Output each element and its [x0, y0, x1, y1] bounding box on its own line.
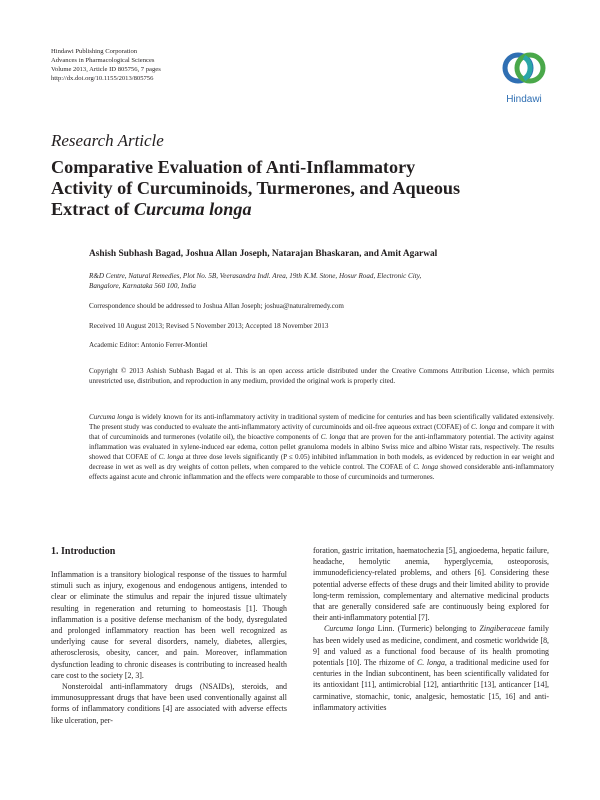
abstract-part-5: showed considerable anti-inflammatory effects against acute and chronic inflammation and the effects were comparable to those of curcuminoids and turmerones. — [89, 463, 555, 481]
intro-paragraph-4 — [313, 623, 549, 713]
hindawi-logo — [496, 44, 552, 106]
article-title — [51, 157, 551, 220]
abstract-species-5: C. longa — [413, 463, 439, 471]
abstract-part-1: is widely known for its anti-inflammatory activity in traditional system of medicine for centuries and has been scientifically validated extensively. The present study was conducted to evaluate the anti-inflammatory activity of curcuminoids and oil-free aqueous extract (COFAE) of — [89, 413, 555, 431]
abstract-species-4: C. longa — [158, 453, 184, 461]
academic-editor: Academic Editor: Antonio Ferrer-Montiel — [89, 341, 208, 349]
correspondence: Correspondence should be addressed to Joshua Allan Joseph; joshua@naturalremedy.com — [89, 302, 344, 310]
affiliation-line-2: Bangalore, Karnataka 560 100, India — [89, 282, 196, 290]
doi-link[interactable]: http://dx.doi.org/10.1155/2013/805756 — [51, 75, 154, 82]
intro-paragraph-2: Nonsteroidal anti-inflammatory drugs (NSAIDs), steroids, and immunosuppressant drugs that have been used conventionally against all forms of inflammatory conditions [4] are associated with adverse effects like ulceration, per- — [51, 682, 287, 725]
logo-text: Hindawi — [506, 94, 542, 105]
journal-name: Advances in Pharmacological Sciences — [51, 57, 155, 64]
affiliation — [89, 271, 549, 291]
volume-info: Volume 2013, Article ID 805756, 7 pages — [51, 66, 161, 73]
title-line-3 — [51, 199, 551, 220]
abstract-species-1: Curcuma longa — [89, 413, 134, 421]
title-line-3-plain: Extract of — [51, 199, 134, 219]
abstract-text — [89, 412, 554, 482]
copyright-license: Copyright © 2013 Ashish Subhash Bagad et al. This is an open access article distributed under the Creative Commons Attribution License, which permits unrestricted use, distribution, and reproduction in any medium, provided the original work is properly cited. — [89, 367, 554, 385]
abstract-part-3: that are proven for the anti-inflammatory potential. The activity against inflammation was evaluated in xylene-induced ear edema, cotton pellet granuloma models in albino Swiss mice and albino Wistar rats, respectively. The results showed that COFAE of — [89, 433, 555, 461]
publisher-name: Hindawi Publishing Corporation — [51, 48, 138, 55]
affiliation-line-1: R&D Centre, Natural Remedies, Plot No. 5B, Veerasandra Indl. Area, 19th K.M. Stone, Hosur Road, Electronic City, — [89, 272, 422, 280]
title-line-2: Activity of Curcuminoids, Turmerones, and Aqueous — [51, 178, 461, 198]
journal-header — [51, 47, 161, 83]
abstract-species-2: C. longa — [471, 423, 496, 431]
abstract-part-2: and compare it with that of curcuminoids and turmerones (volatile oil), the bioactive components of — [89, 423, 555, 441]
abstract-part-4: at three dose levels significantly (P ≤ 0.05) inhibited inflammation in both models, as evidenced by reduction in ear weight and decrease in wet as well as dry weights of cotton pellets, when compared to the vehicle control. The COFAE of — [89, 453, 554, 471]
left-column — [51, 569, 287, 726]
abstract — [89, 412, 554, 482]
title-line-1: Comparative Evaluation of Anti-Inflammatory — [51, 157, 416, 177]
intro-species-1: Curcuma longa — [324, 624, 375, 634]
abstract-species-3: C. longa — [320, 433, 346, 441]
intro-p4-part-a: Linn. (Turmeric) belonging to — [374, 624, 480, 634]
intro-paragraph-1: Inflammation is a transitory biological response of the tissues to harmful stimuli such as injury, exogenous and endogenous antigens, intended to clear or eliminate the stimulus and repair the injured tissue ultimately resulting in regeneration and returning to homeostasis [1]. Though inflammation is a positive defense mechanism of the body, dysregulated and prolonged inflammatory reaction has been well recognized as underlying cause for several disorders, namely, diabetes, allergies, atherosclerosis, obesity, cancer, and pain. Moreover, inflammation dysfunction leading to chronic diseases is contributing to increased health care cost to the society [2, 3]. — [51, 570, 287, 680]
right-column — [313, 545, 549, 713]
intro-p4-part-c: , a traditional medicine used for centuries in the Indian subcontinent, has been scientifically validated for its antioxidant [11], antimicrobial [12], antiarthritic [13], anticancer [14], carminative, stomachic, tonic, analgesic, hemostatic [15, 16] and anti-inflammatory activities — [313, 658, 550, 712]
intro-species-2: C. longa — [416, 658, 445, 668]
article-type: Research Article — [51, 131, 164, 150]
author-list: Ashish Subhash Bagad, Joshua Allan Joseph, Natarajan Bhaskaran, and Amit Agarwal — [89, 249, 438, 259]
article-dates: Received 10 August 2013; Revised 5 November 2013; Accepted 18 November 2013 — [89, 322, 329, 330]
section-heading-introduction: 1. Introduction — [51, 546, 116, 557]
intro-p4-part-b: family has been widely used as medicine, condiment, and cosmetic worldwide [8, 9] and valued as a functional food because of its health promoting potentials [10]. The rhizome of — [313, 624, 549, 668]
intro-paragraph-3: foration, gastric irritation, haematochezia [5], angioedema, hepatic failure, headache, hemolytic anemia, hyperglycemia, osteoporosis, immunodeficiency-related problems, and others [6]. Considering these potential adverse effects of these drugs and their limited ability to provide long-term remission, complementary and alternative medicinal products that are generally considered safe are continuously being explored for their anti-inflammatory potential [7]. — [313, 546, 549, 623]
title-species-name: Curcuma longa — [133, 199, 252, 219]
intro-family-name: Zingiberaceae — [479, 624, 526, 634]
hindawi-logo-icon — [496, 44, 552, 94]
